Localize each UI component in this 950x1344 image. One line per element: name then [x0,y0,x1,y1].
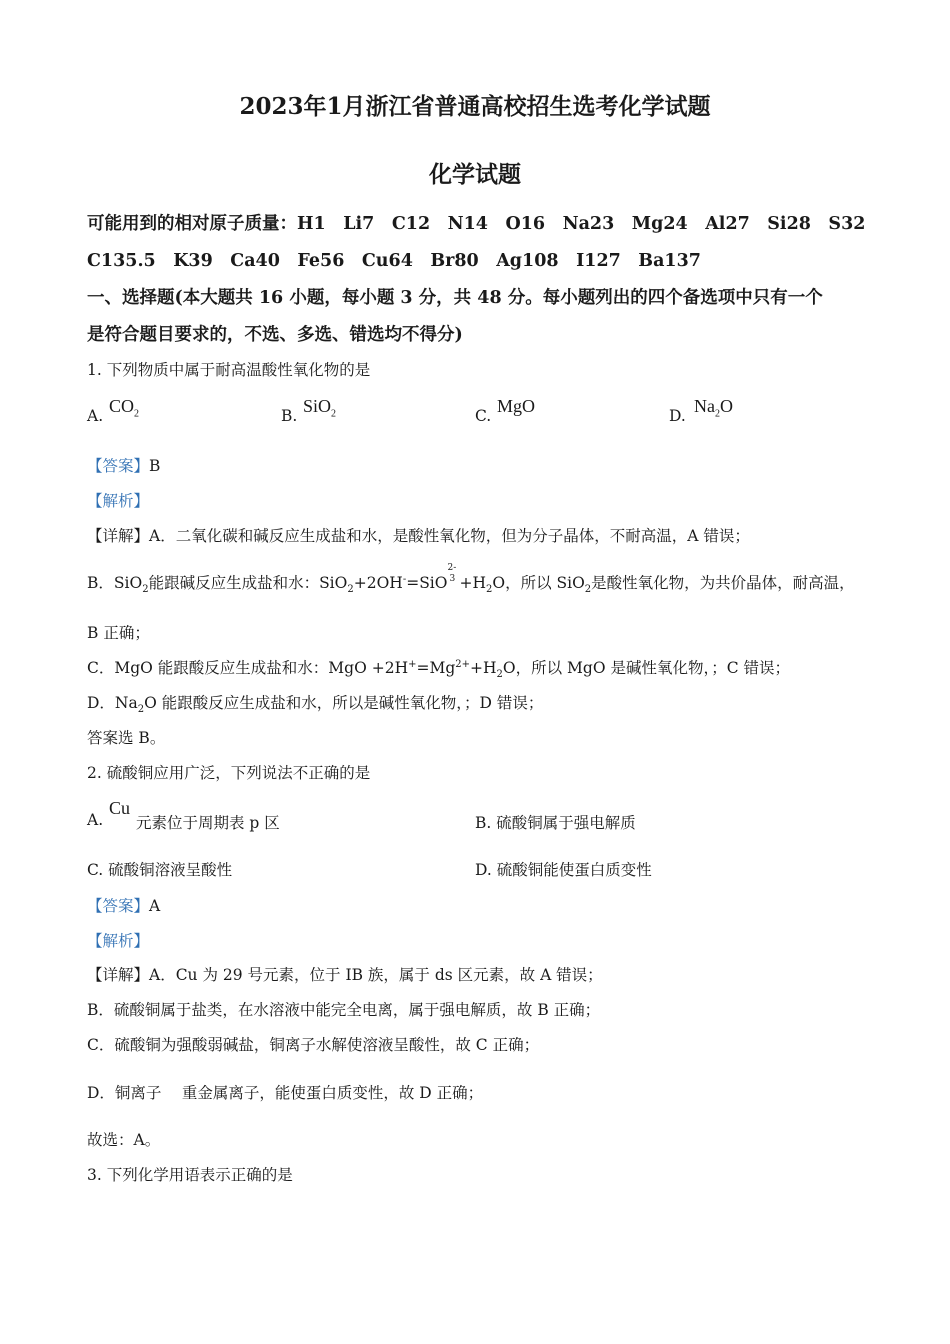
q1-sio3-index: 3 [449,574,456,584]
q2-option-a-letter: A. [87,811,104,829]
q3-stem: 3. 下列化学用语表示正确的是 [87,1166,293,1184]
q2-detail-b: B．硫酸铜属于盐类，在水溶液中能完全电离，属于强电解质，故 B 正确； [87,1001,601,1019]
q1-detail-d: D．$Na_2O$ 能跟酸反应生成盐和水，所以是碱性氧化物，；D 错误； [87,694,544,716]
section-heading-line-1: 一、选择题(本大题共 16 小题，每小题 3 分，共 48 分。每小题列出的四个备选项中只有一个 [87,288,823,308]
q2-option-a[interactable] [87,798,280,832]
q2-option-b[interactable]: B. 硫酸铜属于强电解质 [475,814,636,832]
q1-analysis-tag: 【解析】 [87,492,150,510]
atomic-masses-line-2: C135.5 K39 Ca40 Fe56 Cu64 Br80 Ag108 I127 Ba137 [87,251,701,271]
q2-answer [87,894,160,916]
q1-option-b-formula: SiO$_2$ [303,396,337,420]
q1-conclusion: 答案选 B。 [87,729,166,747]
section-heading-line-2: 是符合题目要求的，不选、多选、错选均不得分) [87,325,463,345]
q2-option-c[interactable]: C. 硫酸铜溶液呈酸性 [87,861,233,879]
q1-detail-b-cont: B 正确； [87,624,150,642]
q1-detail-c: C．MgO 能跟酸反应生成盐和水：MgO $+2H^+=Mg^{2+}+H_2O$，所以 MgO 是碱性氧化物，；C 错误； [87,658,791,681]
q1-stem: 1. 下列物质中属于耐高温酸性氧化物的是 [87,361,371,379]
q1-option-d-letter: D. [669,407,686,425]
answer-tag: 【答案】 [87,897,150,915]
q1-sio3-charge: 2- [447,563,457,573]
q2-detail-d: D．铜离子 重金属离子，能使蛋白质变性，故 D 正确； [87,1084,484,1102]
q2-analysis-tag: 【解析】 [87,932,150,950]
exam-title: 2023年1月浙江省普通高校招生选考化学试题 [239,93,711,120]
q1-detail-a: 【详解】A．二氧化碳和碱反应生成盐和水，是酸性氧化物，但为分子晶体，不耐高温，A 错误； [87,527,750,545]
answer-tag: 【答案】 [87,457,150,475]
paper-subtitle: 化学试题 [429,161,521,188]
q2-conclusion: 故选：A。 [87,1131,161,1149]
q1-answer-value: B [149,457,161,475]
q2-option-d[interactable]: D. 硫酸铜能使蛋白质变性 [475,861,652,879]
q1-option-c-formula: MgO [497,396,536,416]
q1-option-d-formula: $Na_2O$ [694,396,733,420]
q1-option-a-letter: A. [87,407,104,425]
q2-option-a-text: 元素位于周期表 p 区 [136,814,280,832]
q1-option-b-letter: B. [281,407,298,425]
q1-option-c[interactable] [475,396,536,425]
q1-option-a[interactable] [87,396,140,425]
atomic-masses-line-1: 可能用到的相对原子质量：H1 Li7 C12 N14 O16 Na23 Mg24 Al27 Si28 S32 [87,214,866,234]
q2-answer-value: A [149,897,161,915]
q1-answer [87,454,160,476]
q2-detail-c: C．硫酸铜为强酸弱碱盐，铜离子水解使溶液呈酸性，故 C 正确； [87,1036,540,1054]
q2-option-a-formula: Cu [109,798,131,818]
q1-option-b[interactable] [281,396,337,425]
q2-stem: 2. 硫酸铜应用广泛，下列说法不正确的是 [87,764,371,782]
q2-detail-a: 【详解】A．Cu 为 29 号元素，位于 IB 族，属于 ds 区元素，故 A 错误； [87,966,603,984]
q1-option-d[interactable] [669,396,733,425]
q1-option-c-letter: C. [475,407,492,425]
q1-detail-b: B．SiO$_2$能跟碱反应生成盐和水：SiO$_2$+2OH-=SiO 2- 3 $+H_2O$，所以 SiO$_2$是酸性氧化物，为共价晶体，耐高温， [87,563,855,596]
q1-option-a-formula: $CO_2$ [109,396,140,420]
